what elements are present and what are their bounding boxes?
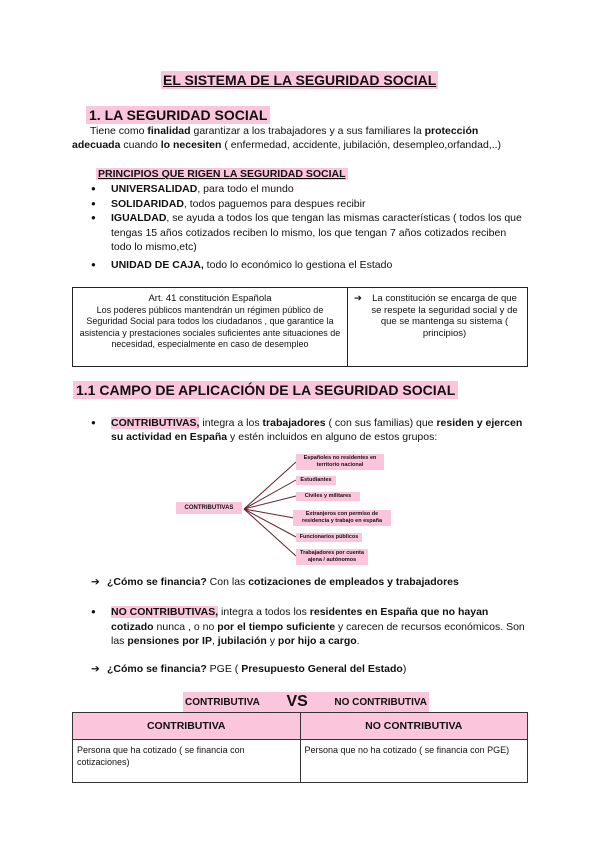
financing-text: ) bbox=[402, 663, 407, 675]
document-title: EL SISTEMA DE LA SEGURIDAD SOCIAL bbox=[163, 72, 437, 88]
noncontrib-bold: pensiones por IP bbox=[127, 635, 212, 647]
noncontrib-text: y bbox=[266, 635, 278, 647]
noncontrib-text: . bbox=[356, 635, 360, 647]
constitution-note: La constitución se encarga de que se respete la seguridad social y de que se mantenga su sistema ( principios) bbox=[371, 293, 518, 339]
financing-question: ¿Cómo se financia? bbox=[107, 663, 207, 675]
diagram-node: Civiles y militares bbox=[296, 492, 360, 501]
financing-answer: cotizaciones de empleados y trabajadores bbox=[248, 576, 459, 588]
table-header-row bbox=[73, 713, 528, 740]
connector-line bbox=[244, 480, 296, 509]
intro-bold: lo necesiten bbox=[160, 139, 222, 151]
diagram-node: Españoles no residentes en territorio nacional bbox=[296, 454, 384, 470]
financing-answer: Presupuesto General del Estado bbox=[241, 663, 403, 675]
connector-line bbox=[244, 462, 296, 509]
noncontrib-bold: por hijo a cargo bbox=[277, 635, 357, 647]
principle-desc: , todos paguemos para despues recibir bbox=[183, 197, 366, 210]
vs-left-label: CONTRIBUTIVA bbox=[185, 696, 260, 708]
diagram-center-node: CONTRIBUTIVAS bbox=[176, 502, 242, 514]
diagram-node: Extranjeros con permiso de residencia y trabajo en españa bbox=[293, 510, 391, 526]
intro-bold: finalidad bbox=[147, 125, 191, 137]
arrow-right-icon: ➔ bbox=[91, 663, 100, 675]
noncontrib-text: nunca , o no bbox=[153, 620, 218, 633]
intro-bold: protección adecuada bbox=[72, 125, 479, 151]
principle-name: SOLIDARIDAD bbox=[111, 197, 184, 210]
principle-desc: , se ayuda a todos los que tengan las mismas características ( todos los que tengas 15 años cotizados reciben lo mismo, los que tengan 7 años cotizados reciben todo lo mismo,etc) bbox=[111, 212, 522, 253]
diagram-node: Trabajadores por cuenta ajena / autónomos bbox=[296, 549, 368, 565]
noncontrib-text: , bbox=[211, 635, 218, 647]
no-contributivas-item bbox=[91, 605, 528, 649]
noncontrib-bold: jubilación bbox=[217, 635, 267, 647]
contrib-bold: trabajadores bbox=[262, 417, 326, 429]
noncontrib-bold: por el tiempo suficiente bbox=[217, 620, 336, 633]
principle-desc: todo lo económico lo gestiona el Estado bbox=[203, 258, 393, 271]
table-row bbox=[73, 740, 528, 783]
contrib-bold: residen y ejercen su actividad en España bbox=[111, 417, 523, 443]
financing-contributive bbox=[91, 575, 528, 589]
section-heading-seguridad-social: 1. LA SEGURIDAD SOCIAL bbox=[86, 106, 270, 124]
section-heading-campo-aplicacion: 1.1 CAMPO DE APLICACIÓN DE LA SEGURIDAD SOCIAL bbox=[73, 381, 458, 399]
noncontrib-bold: NO CONTRIBUTIVAS, bbox=[111, 606, 219, 618]
intro-text: Tiene como bbox=[90, 125, 148, 137]
diagram-node: Funcionarios públicos bbox=[296, 533, 362, 542]
contributivas-item bbox=[91, 416, 528, 444]
contrib-text: integra a los bbox=[199, 417, 263, 429]
contrib-text: ( con sus familias) que bbox=[325, 417, 437, 429]
list-item bbox=[91, 182, 528, 197]
contributivas-diagram bbox=[176, 450, 396, 574]
contrib-text: y estén incluidos en alguno de estos grupos: bbox=[227, 431, 438, 443]
constitution-box bbox=[72, 287, 528, 367]
article-body: Los poderes públicos mantendrán un régimen público de Seguridad Social para todos los ciudadanos , que garantice la asistencia y prestaciones sociales suficientes ante situaciones de necesidad, especialmente en caso de desempleo bbox=[79, 304, 341, 349]
financing-non-contributive bbox=[91, 662, 528, 676]
financing-text: Con las bbox=[206, 576, 249, 588]
comparison-table bbox=[72, 712, 528, 783]
intro-text: garantizar a los trabajadores y a sus familiares la bbox=[190, 125, 425, 137]
list-item bbox=[91, 258, 528, 273]
intro-text: ( enfermedad, accidente, jubilación, desempleo,orfandad,..) bbox=[221, 139, 502, 151]
constitution-note-cell bbox=[348, 288, 528, 367]
noncontrib-text: y carecen de recursos económicos. Son las bbox=[111, 620, 525, 647]
vs-banner bbox=[183, 692, 429, 712]
arrow-right-icon: ➔ bbox=[91, 576, 100, 588]
list-item bbox=[91, 197, 528, 212]
financing-question: ¿Cómo se financia? bbox=[107, 576, 207, 588]
table-cell: Persona que ha cotizado ( se financia con cotizaciones) bbox=[73, 740, 301, 783]
diagram-node: Estudiantes bbox=[296, 476, 336, 485]
principles-list bbox=[91, 182, 528, 272]
intro-paragraph bbox=[72, 124, 528, 152]
vs-label: VS bbox=[286, 693, 308, 710]
table-header: NO CONTRIBUTIVA bbox=[300, 713, 528, 740]
contrib-bold: CONTRIBUTIVAS, bbox=[111, 417, 200, 429]
principles-heading: PRINCIPIOS QUE RIGEN LA SEGURIDAD SOCIAL bbox=[98, 168, 346, 180]
list-item bbox=[91, 416, 528, 444]
table-cell: Persona que no ha cotizado ( se financia con PGE) bbox=[300, 740, 528, 783]
vs-right-label: NO CONTRIBUTIVA bbox=[334, 696, 427, 708]
noncontrib-bold: residentes en España que no hayan cotizado bbox=[111, 606, 489, 633]
financing-text: PGE ( bbox=[206, 663, 242, 675]
principle-name: UNIVERSALIDAD bbox=[111, 183, 198, 195]
table-header: CONTRIBUTIVA bbox=[73, 713, 301, 740]
constitution-article-cell bbox=[73, 288, 348, 367]
arrow-right-icon: ➔ bbox=[354, 293, 362, 304]
article-title: Art. 41 constitución Española bbox=[148, 293, 272, 304]
intro-text: cuando bbox=[120, 139, 161, 151]
list-item bbox=[91, 211, 528, 255]
noncontrib-text: integra a todos los bbox=[218, 606, 310, 618]
list-item bbox=[91, 605, 528, 649]
principle-name: IGUALDAD bbox=[111, 212, 167, 224]
principle-desc: , para todo el mundo bbox=[197, 183, 294, 195]
principle-name: UNIDAD DE CAJA, bbox=[111, 258, 204, 271]
